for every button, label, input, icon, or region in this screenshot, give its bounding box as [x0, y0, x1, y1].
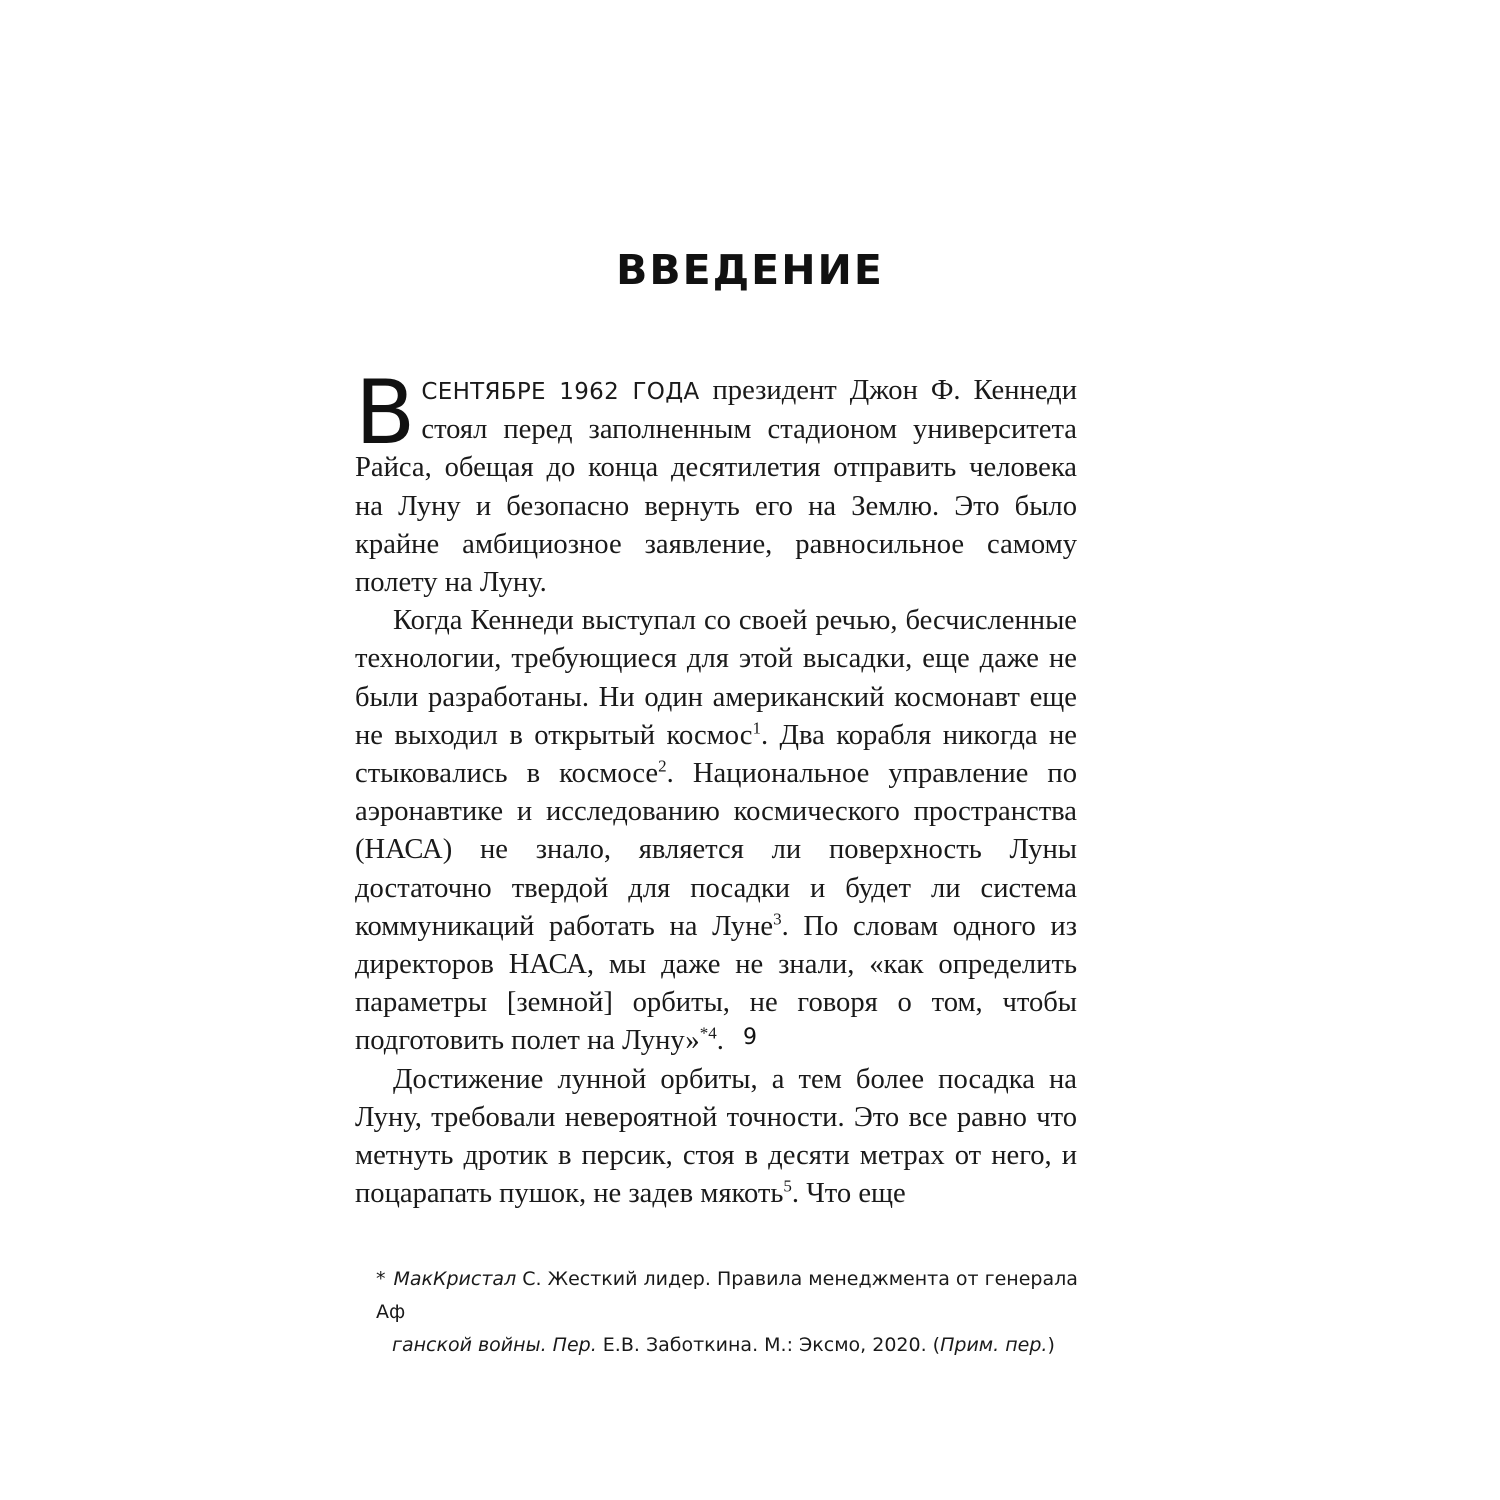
paragraph-1-text: президент Джон Ф. Кеннеди стоял перед заполненным стадионом университета Райса, обещая до конца десятилетия отправить человека на Луну и безопасно вернуть его на Землю. Это было крайне амбициозное заявление, равносильное самому полету на Луну.	[355, 375, 1077, 599]
footnote-ref-3: 3	[773, 909, 782, 929]
paragraph-3-text-1: Достижение лунной орбиты, а тем более посадка на Луну, требовали невероятной точности. Это все равно что метнуть дротик в персик, стоя в десяти метрах от него, и поцарапать пушок, не задев мякоть	[355, 1063, 1077, 1210]
drop-cap: В	[355, 361, 416, 464]
footnote-ref-1: 1	[752, 718, 761, 738]
paragraph-2	[355, 602, 1077, 1060]
paragraph-2-text-4: . По словам одного из директоров НАСА, мы даже не знали, «как определить параметры [земной] орбиты, не говоря о том, чтобы подготовить полет на Луну»	[355, 910, 1077, 1057]
footnote-text-1: С. Жесткий лидер. Правила менеджмента от генерала Аф	[376, 1268, 1078, 1323]
footnote-translator-label: Пер.	[552, 1334, 597, 1356]
footnote-text-4: )	[1047, 1334, 1055, 1356]
paragraph-2-text-3: . Национальное управление по аэронавтике и исследованию космического пространства (НАСА) не знало, является ли поверхность Луны достаточно твердой для посадки и будет ли система коммуникаций работать на Луне	[355, 758, 1077, 942]
footnote-text-3: Е.В. Заботкина. М.: Эксмо, 2020. (	[596, 1334, 941, 1356]
small-caps-lead: СЕНТЯБРЕ 1962 ГОДА	[421, 379, 700, 405]
paragraph-2-text-5: .	[716, 1025, 724, 1057]
paragraph-2-text-2: . Два корабля никогда не стыковались в космосе	[355, 719, 1077, 790]
footnote-ref-5: 5	[783, 1176, 792, 1196]
footnote-ref-2: 2	[658, 756, 667, 776]
chapter-title: ВВЕДЕНИЕ	[616, 246, 884, 294]
body-text	[355, 361, 1077, 1213]
footnote-line-2	[376, 1329, 1078, 1362]
footnote-mark: *	[376, 1268, 386, 1290]
footnote-author: МакКристал	[393, 1268, 517, 1290]
paragraph-3-text-2: . Что еще	[791, 1178, 906, 1210]
page-number: 9	[743, 1025, 757, 1050]
paragraph-2-text-1: Когда Кеннеди выступал со своей речью, бесчисленные технологии, требующиеся для этой высадки, еще даже не были разработаны. Ни один американский космонавт еще не выходил в открытый космос	[355, 605, 1077, 751]
footnote-note-label: Прим. пер.	[940, 1334, 1048, 1356]
footnote-book-rest: ганской войны.	[392, 1334, 547, 1356]
paragraph-1	[355, 361, 1077, 602]
footnote-ref-4: *4	[699, 1023, 717, 1043]
paragraph-3	[355, 1061, 1077, 1214]
footnote	[376, 1263, 1078, 1362]
